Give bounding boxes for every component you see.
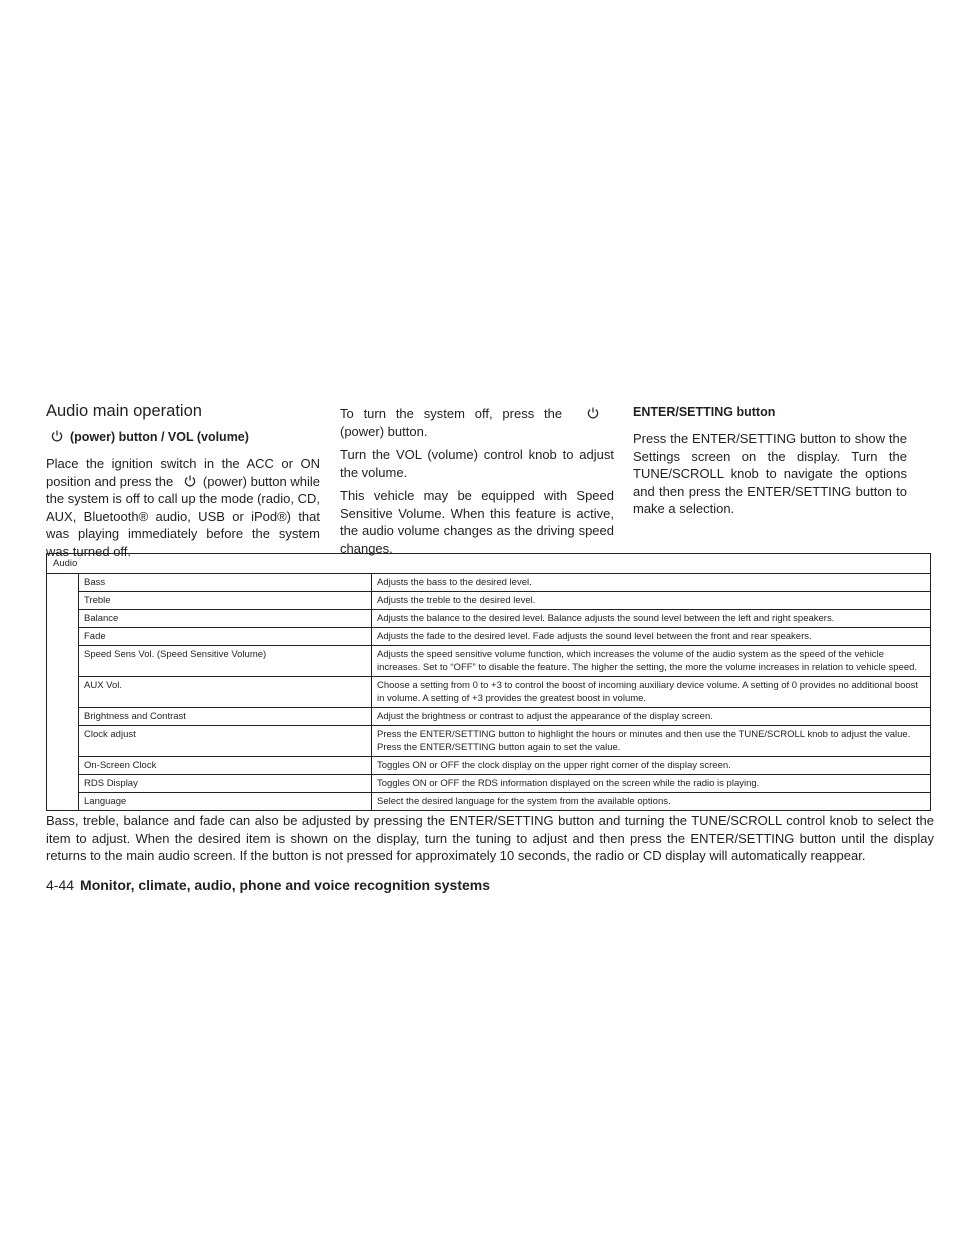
table-row: [47, 646, 931, 677]
table-description-cell: Choose a setting from 0 to +3 to control the boost of incoming auxiliary device volume. A setting of 0 provides no additional boost in volume. A setting of +3 provides the greatest boost in volume.: [372, 677, 931, 708]
page-footer: [46, 877, 490, 893]
power-vol-subhead: [46, 429, 249, 444]
table-header-row: [47, 554, 931, 574]
audio-settings-table: [46, 553, 931, 811]
table-row: [47, 793, 931, 811]
table-description-cell: Adjusts the bass to the desired level.: [372, 574, 931, 592]
table-indent-cell: [47, 775, 79, 793]
table-description-cell: Toggles ON or OFF the clock display on the upper right corner of the display screen.: [372, 757, 931, 775]
table-description-cell: Adjusts the treble to the desired level.: [372, 592, 931, 610]
col2-para3: This vehicle may be equipped with Speed Sensitive Volume. When this feature is active, the audio volume changes as the driving speed changes.: [340, 488, 614, 556]
table-row: [47, 708, 931, 726]
table-row: [47, 628, 931, 646]
table-row: [47, 757, 931, 775]
table-description-cell: Adjusts the fade to the desired level. Fade adjusts the sound level between the front and rear speakers.: [372, 628, 931, 646]
table-item-cell: Bass: [79, 574, 372, 592]
table-item-cell: Brightness and Contrast: [79, 708, 372, 726]
table-description-cell: Press the ENTER/SETTING button to highlight the hours or minutes and then use the TUNE/SCROLL knob to adjust the value. Press the ENTER/SETTING button again to set the value.: [372, 726, 931, 757]
table-description-cell: Toggles ON or OFF the RDS information displayed on the screen while the radio is playing.: [372, 775, 931, 793]
table-description-cell: Adjusts the balance to the desired level. Balance adjusts the sound level between the left and right speakers.: [372, 610, 931, 628]
table-indent-cell: [47, 592, 79, 610]
table-item-cell: Clock adjust: [79, 726, 372, 757]
table-row: [47, 574, 931, 592]
table-item-cell: RDS Display: [79, 775, 372, 793]
table-indent-cell: [47, 708, 79, 726]
table-description-cell: Adjust the brightness or contrast to adjust the appearance of the display screen.: [372, 708, 931, 726]
col2-para1-b: (power) button.: [340, 423, 428, 439]
power-vol-subhead-text: (power) button / VOL (volume): [70, 430, 249, 444]
table-indent-cell: [47, 793, 79, 811]
col1-para-b: (power) button while the system is off to call up the mode (radio, CD, AUX, Bluetooth® audio, USB or iPod®) that was playing immediately before the system was turned off.: [46, 473, 320, 559]
table-item-cell: AUX Vol.: [79, 677, 372, 708]
table-item-cell: Speed Sens Vol. (Speed Sensitive Volume): [79, 646, 372, 677]
table-header-audio: Audio: [47, 554, 931, 574]
col3-paragraph: Press the ENTER/SETTING button to show the Settings screen on the display. Turn the TUNE/SCROLL knob to navigate the options and then press the ENTER/SETTING button to make a selection.: [633, 431, 907, 516]
table-indent-cell: [47, 726, 79, 757]
table-description-cell: Select the desired language for the system from the available options.: [372, 793, 931, 811]
table-row: [47, 677, 931, 708]
table-row: [47, 726, 931, 757]
table-indent-cell: [47, 757, 79, 775]
enter-setting-subhead: ENTER/SETTING button: [633, 405, 776, 419]
table-indent-cell: [47, 677, 79, 708]
power-icon: [50, 429, 64, 443]
col2-para1: [340, 405, 614, 440]
page-number: 4-44: [46, 877, 75, 893]
table-indent-cell: [47, 628, 79, 646]
table-indent-cell: [47, 574, 79, 592]
col2-para2: Turn the VOL (volume) control knob to adjust the volume.: [340, 447, 614, 480]
power-icon: [183, 474, 197, 488]
chapter-title: Monitor, climate, audio, phone and voice recognition systems: [80, 877, 490, 893]
table-indent-cell: [47, 646, 79, 677]
table-item-cell: On-Screen Clock: [79, 757, 372, 775]
table-row: [47, 775, 931, 793]
col1-paragraph: [46, 455, 320, 560]
table-indent-cell: [47, 610, 79, 628]
table-row: [47, 592, 931, 610]
col2-para1-a: To turn the system off, press the: [340, 406, 563, 421]
table-item-cell: Fade: [79, 628, 372, 646]
section-title: Audio main operation: [46, 402, 202, 420]
table-item-cell: Language: [79, 793, 372, 811]
table-item-cell: Balance: [79, 610, 372, 628]
table-description-cell: Adjusts the speed sensitive volume function, which increases the volume of the audio system as the speed of the vehicle increases. Set to “OFF” to disable the feature. The higher the setting, the more the volume increases in relation to vehicle speed.: [372, 646, 931, 677]
table-item-cell: Treble: [79, 592, 372, 610]
footer-paragraph: Bass, treble, balance and fade can also be adjusted by pressing the ENTER/SETTING button and turning the TUNE/SCROLL control knob to select the item to adjust. When the desired item is shown on the display, turn the tuning to adjust and then press the ENTER/SETTING button until the display returns to the main audio screen. If the button is not pressed for approximately 10 seconds, the radio or CD display will automatically reappear.: [46, 813, 934, 863]
table-row: [47, 610, 931, 628]
power-icon: [586, 406, 600, 420]
col1-para-a: Place the ignition switch in the ACC or ON position and press the: [46, 456, 320, 489]
